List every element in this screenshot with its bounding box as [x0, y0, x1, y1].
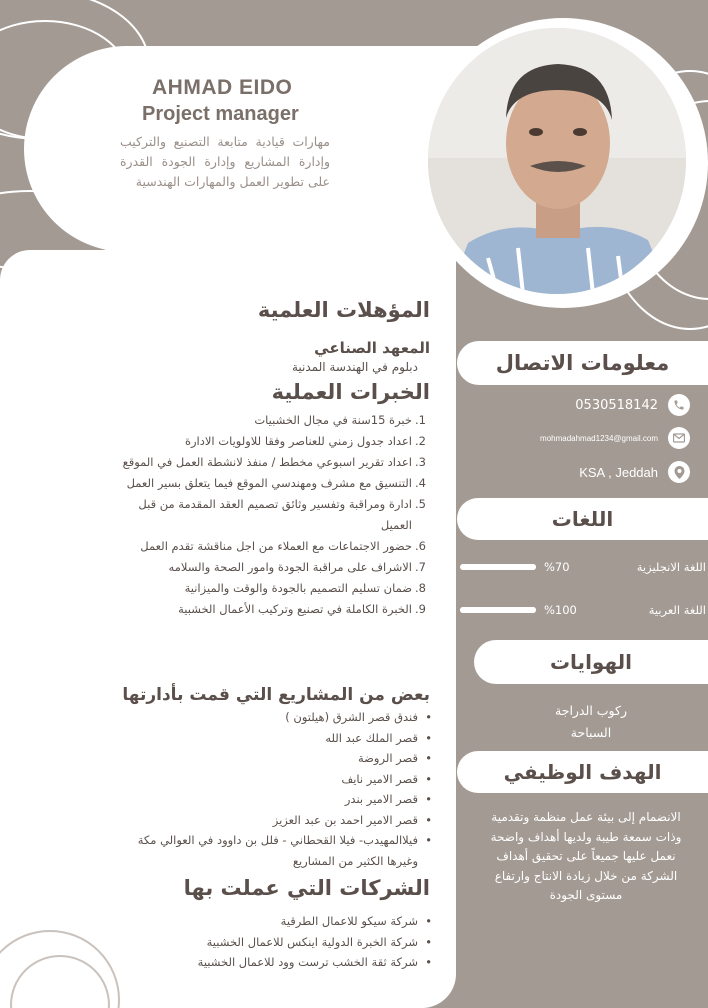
- person-name: AHMAD EIDO: [152, 76, 293, 99]
- language-level-bar: [460, 564, 536, 570]
- project-item: فندق قصر الشرق (هيلتون ) •: [124, 707, 434, 728]
- project-item: فيلاالمهيدب- فيلا القحطاني - فلل بن داوود في العوالي مكة وغيرها الكثير من المشاريع •: [124, 830, 434, 871]
- experience-item-text: ادارة ومراقبة وتفسير وثائق تصميم العقد المقدمة من قبل العميل: [138, 497, 412, 532]
- experience-item-number: 7.: [415, 560, 426, 574]
- hobbies-list: [474, 700, 708, 744]
- phone-number: 0530518142: [575, 397, 658, 413]
- language-row: [458, 603, 706, 617]
- experience-item: [116, 536, 426, 557]
- email-icon: [668, 427, 690, 449]
- hobby-item: السباحة: [570, 725, 612, 740]
- location-text: KSA , Jeddah: [579, 464, 658, 480]
- language-name: اللغة العربية: [648, 603, 706, 617]
- education-diploma: دبلوم في الهندسة المدنية: [291, 360, 418, 374]
- contact-email[interactable]: [540, 427, 690, 449]
- language-name: اللغة الانجليزية: [636, 560, 706, 574]
- profile-photo: [428, 28, 686, 294]
- location-pin-icon: [668, 461, 690, 483]
- experience-item-number: 6.: [415, 539, 426, 553]
- education-heading: المؤهلات العلمية: [257, 298, 430, 322]
- experience-item-number: 3.: [415, 455, 426, 469]
- language-row: [458, 560, 706, 574]
- companies-heading: الشركات التي عملت بها: [183, 876, 430, 900]
- experience-item: [116, 452, 426, 473]
- company-item: شركة ثقة الخشب ترست وود للاعمال الخشبية •: [134, 952, 434, 973]
- experience-item: [116, 473, 426, 494]
- language-level-fill: [483, 564, 536, 570]
- phone-icon: [668, 394, 690, 416]
- email-address: mohmadahmad1234@gmail.com: [540, 433, 658, 443]
- hobbies-heading: الهوايات: [474, 640, 708, 684]
- project-item: قصر الروضة •: [124, 748, 434, 769]
- job-title: Project manager: [142, 103, 299, 125]
- hobby-item: ركوب الدراجة: [555, 703, 627, 718]
- experience-item-text: اعداد جدول زمني للعناصر وفقا للاولويات الادارة: [184, 434, 412, 448]
- experience-item-number: 5.: [415, 497, 426, 511]
- project-item: قصر الامير احمد بن عبد العزيز •: [124, 810, 434, 831]
- education-institute: المعهد الصناعي: [314, 339, 430, 357]
- experience-item-text: حضور الاجتماعات مع العملاء من اجل مناقشة تقدم العمل: [140, 539, 412, 553]
- language-level-fill: [460, 607, 536, 613]
- experience-item-number: 8.: [415, 581, 426, 595]
- project-item: قصر الملك عبد الله •: [124, 728, 434, 749]
- language-level-label: %100: [544, 603, 577, 617]
- project-item: قصر الامير نايف •: [124, 769, 434, 790]
- experience-item: [116, 578, 426, 599]
- projects-list: [124, 707, 434, 871]
- experience-item-text: اعداد تقرير اسبوعي مخطط / منفذ لانشطة العمل في الموقع: [122, 455, 412, 469]
- experience-item: [116, 599, 426, 620]
- experience-item-text: الاشراف على مراقبة الجودة وامور الصحة والسلامه: [168, 560, 412, 574]
- language-level-label: %70: [544, 560, 570, 574]
- experience-item-text: الخبرة الكاملة في تصنيع وتركيب الأعمال الخشبية: [178, 602, 412, 616]
- experience-item-number: 4.: [415, 476, 426, 490]
- company-item: شركة الخبرة الدولية اينكس للاعمال الخشبية •: [134, 932, 434, 953]
- experience-list: [116, 410, 426, 620]
- project-item: قصر الامير بندر •: [124, 789, 434, 810]
- contact-heading: معلومات الاتصال: [457, 341, 708, 385]
- experience-item: [116, 494, 426, 536]
- contact-location: [579, 461, 690, 483]
- projects-heading: بعض من المشاريع التي قمت بأدارتها: [122, 685, 430, 705]
- experience-item-number: 9.: [415, 602, 426, 616]
- objective-text: الانضمام إلى بيئة عمل منظمة وتقدمية وذات سمعة طيبة ولديها أهداف واضحة نعمل عليها جميعاً على تحقيق أهداف الشركة من خلال زيادة الانتاج وارتفاع مستوى الجودة: [490, 810, 682, 902]
- experience-item: [116, 410, 426, 431]
- company-item: شركة سيكو للاعمال الطرقية •: [134, 911, 434, 932]
- languages-heading: اللغات: [457, 498, 708, 540]
- experience-item-number: 1.: [415, 413, 426, 427]
- experience-item-text: ضمان تسليم التصميم بالجودة والوقت والميزانية: [184, 581, 412, 595]
- companies-list: [134, 911, 434, 973]
- experience-item-text: خبرة 15سنة في مجال الخشبيات: [254, 413, 412, 427]
- profile-summary: مهارات قيادية متابعة التصنيع والتركيب وإدارة المشاريع وإدارة الجودة القدرة على تطوير العمل والمهارات الهندسية: [120, 134, 330, 189]
- experience-heading: الخبرات العملية: [271, 380, 430, 404]
- experience-item: [116, 557, 426, 578]
- experience-item: [116, 431, 426, 452]
- contact-phone[interactable]: [575, 394, 690, 416]
- language-level-bar: [460, 607, 536, 613]
- experience-item-number: 2.: [415, 434, 426, 448]
- experience-item-text: التنسيق مع مشرف ومهندسي الموقع فيما يتعلق بسير العمل: [126, 476, 412, 490]
- objective-heading: الهدف الوظيفي: [457, 751, 708, 793]
